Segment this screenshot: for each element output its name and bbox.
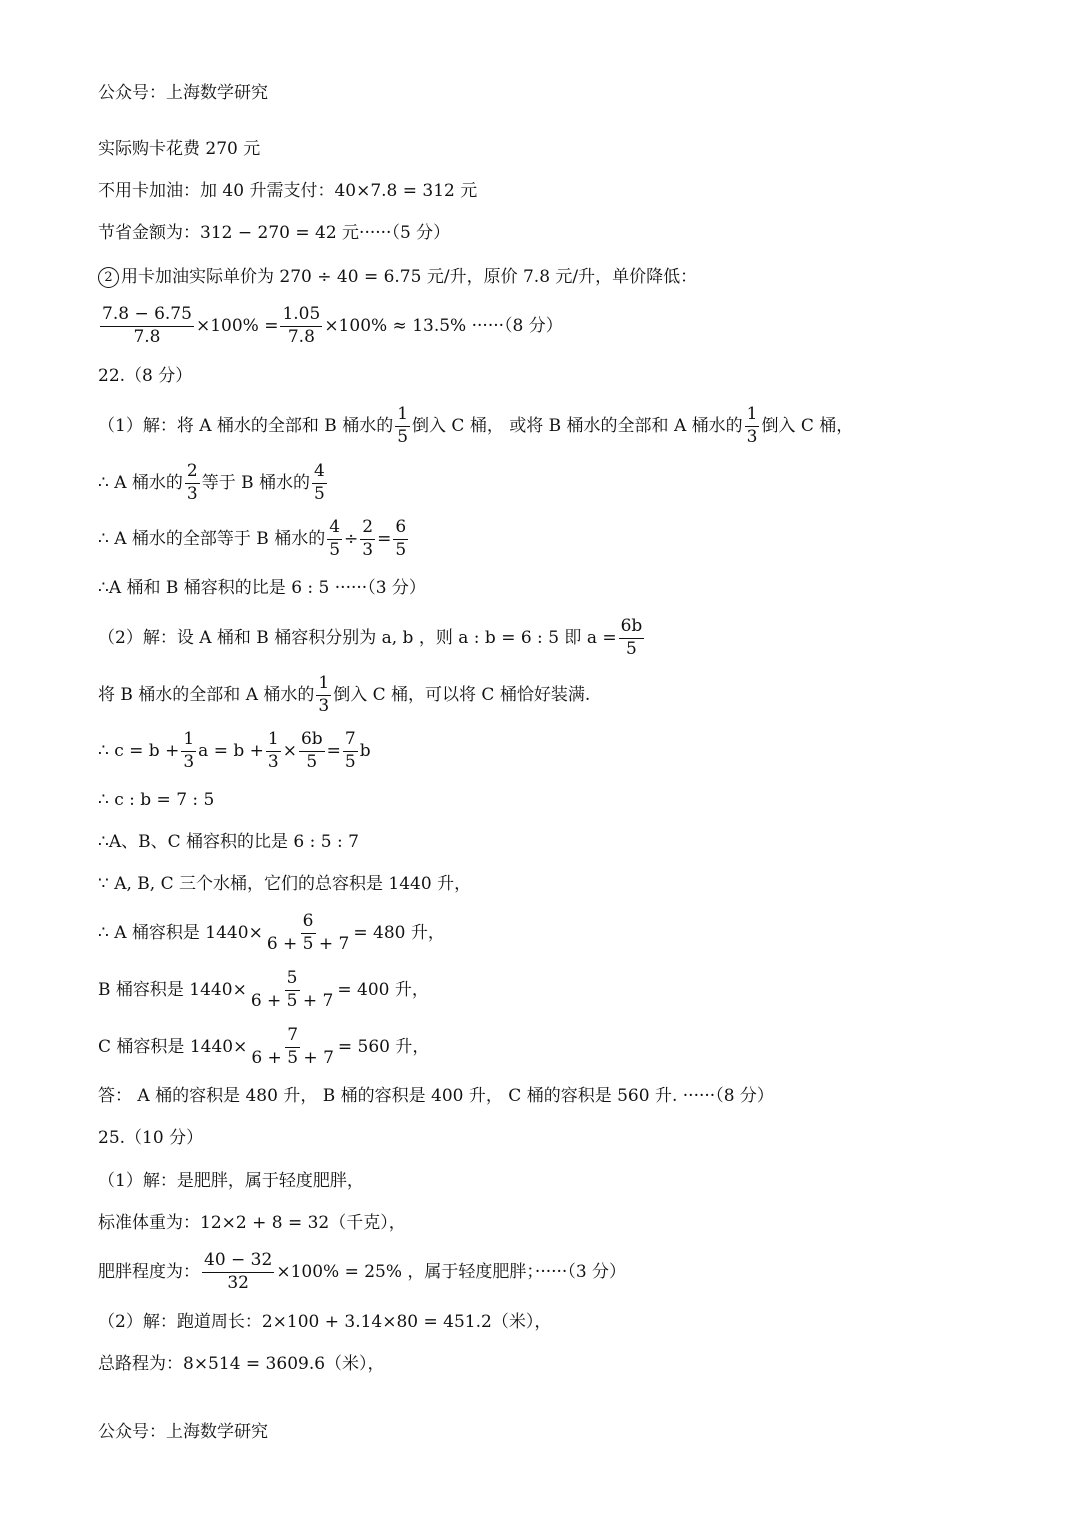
q22-line-2 [98,463,329,504]
text: = [326,740,341,761]
fraction [619,618,645,659]
fraction [395,406,410,447]
fraction [316,675,331,716]
q22-part2-line-1 [98,618,646,659]
fraction-numerator: 7 [343,731,358,752]
text: 肥胖程度为： [98,1261,200,1282]
fraction-denominator: 5 [306,751,318,772]
fraction-numerator: 1 [745,406,760,427]
fraction [249,970,336,1011]
q21-line-5 [98,306,563,347]
fraction [280,306,322,347]
math-text: ×100% = [195,315,279,336]
q22-title: 22.（8 分） [98,366,193,386]
fraction-numerator: 4 [327,519,342,540]
text: ×100% = 25% ，属于轻度肥胖；······（3 分） [276,1261,627,1282]
q22-line-3 [98,519,410,560]
fraction-denominator: 3 [267,751,279,772]
fraction-denominator: 5 [314,483,325,504]
text: 倒入 C 桶， [761,415,854,436]
text: ∴ A 桶容积是 1440× [98,922,263,943]
q25-line-2: 标准体重为：12×2 + 8 = 32（千克）， [98,1213,406,1233]
q22-line-9: ∴A、B、C 桶容积的比是 6 : 5 : 7 [98,832,359,852]
fraction [327,519,342,560]
fraction-numerator: 40 − 32 [202,1252,274,1273]
fraction-numerator: 6b [299,731,325,752]
page-header: 公众号：上海数学研究 [98,83,268,103]
fraction-numerator: 1 [316,675,331,696]
fraction-numerator: 7 [285,1027,300,1048]
fraction-numerator: 1 [266,731,281,752]
text: a = b + [198,740,264,761]
q22-line-12 [98,970,429,1011]
fraction-numerator: 2 [185,463,200,484]
fraction-numerator: 5 [285,970,300,991]
q22-line-6 [98,675,590,716]
fraction-numerator: 7.8 − 6.75 [100,306,194,327]
fraction [265,913,352,954]
q22-line-8: ∴ c : b = 7 : 5 [98,790,215,810]
fraction-denominator: 6 + 5 + 7 [251,1047,334,1068]
text: × [282,740,297,761]
fraction [299,731,325,772]
fraction-denominator: 5 [397,426,409,447]
fraction [343,731,358,772]
q21-line-4-text: 用卡加油实际单价为 270 ÷ 40 = 6.75 元/升，原价 7.8 元/升，单价降低： [121,267,698,287]
q25-line-4: （2）解：跑道周长：2×100 + 3.14×80 = 451.2（米）， [98,1312,552,1332]
fraction-denominator: 5 [395,539,407,560]
text: = 480 升， [353,922,445,943]
fraction [266,731,281,772]
fraction [249,1027,336,1068]
text: = 400 升， [337,979,429,1000]
q22-part1-line-1 [98,406,853,447]
fraction-numerator: 2 [360,519,375,540]
circled-number: 2 [98,267,119,288]
fraction [185,463,200,504]
fraction-denominator: 3 [186,483,198,504]
text: 倒入 C 桶， 或将 B 桶水的全部和 A 桶水的 [412,415,743,436]
fraction [181,731,196,772]
fraction-denominator: 3 [362,539,374,560]
fraction-denominator: 5 [329,539,341,560]
fraction-numerator: 1.05 [280,306,322,327]
fraction [202,1252,274,1293]
q25-title: 25.（10 分） [98,1128,204,1148]
q21-line-1: 实际购卡花费 270 元 [98,139,261,159]
q25-line-5: 总路程为：8×514 = 3609.6（米）， [98,1354,385,1374]
fraction-denominator: 32 [227,1272,249,1293]
q21-line-2: 不用卡加油：加 40 升需支付：40×7.8 = 312 元 [98,181,478,201]
q22-answer: 答： A 桶的容积是 480 升， B 桶的容积是 400 升， C 桶的容积是 560 升. ······（8 分） [98,1086,774,1106]
text: ∴ c = b + [98,740,180,761]
fraction-numerator: 1 [395,406,410,427]
fraction-denominator: 5 [344,751,356,772]
text: B 桶容积是 1440× [98,979,247,1000]
text: 将 B 桶水的全部和 A 桶水的 [98,684,315,705]
fraction-numerator: 1 [181,731,196,752]
fraction-numerator: 6 [301,913,316,934]
text: = 560 升， [337,1036,430,1057]
fraction-denominator: 7.8 [133,326,161,347]
fraction-numerator: 4 [312,463,327,484]
fraction-denominator: 5 [626,638,637,659]
fraction-denominator: 6 + 5 + 7 [250,990,334,1011]
math-text: ×100% ≈ 13.5% ······（8 分） [324,315,563,336]
q22-line-10: ∵ A, B, C 三个水桶，它们的总容积是 1440 升， [98,874,472,894]
fraction-numerator: 6 [393,519,408,540]
fraction [745,406,760,447]
q22-line-11 [98,913,445,954]
q25-line-1: （1）解：是肥胖，属于轻度肥胖， [98,1171,364,1191]
fraction-denominator: 7.8 [287,326,315,347]
fraction [312,463,327,504]
q25-line-3 [98,1252,626,1293]
q21-line-4 [98,267,697,288]
text: ∴ A 桶水的全部等于 B 桶水的 [98,528,326,549]
math-operator: = [377,528,392,549]
q22-line-7 [98,731,371,772]
q21-line-3: 节省金额为：312 − 270 = 42 元······（5 分） [98,223,451,243]
page-footer: 公众号：上海数学研究 [98,1422,268,1442]
text: 倒入 C 桶，可以将 C 桶恰好装满. [333,684,591,705]
q22-line-13 [98,1027,429,1068]
fraction-denominator: 6 + 5 + 7 [266,933,350,954]
text: 等于 B 桶水的 [201,472,311,493]
fraction-denominator: 3 [746,426,758,447]
math-operator: ÷ [344,528,359,549]
text: C 桶容积是 1440× [98,1036,248,1057]
text: （1）解：将 A 桶水的全部和 B 桶水的 [98,415,394,436]
fraction-denominator: 3 [318,695,330,716]
text: （2）解：设 A 桶和 B 桶容积分别为 a, b ，则 a : b = 6 : 5 即 a = [98,627,617,648]
fraction [393,519,408,560]
fraction [360,519,375,560]
fraction-denominator: 3 [183,751,195,772]
q22-line-4: ∴A 桶和 B 桶容积的比是 6 : 5 ······（3 分） [98,578,426,598]
text: b [359,740,371,761]
fraction-numerator: 6b [619,618,645,639]
fraction [100,306,194,347]
text: ∴ A 桶水的 [98,472,183,493]
